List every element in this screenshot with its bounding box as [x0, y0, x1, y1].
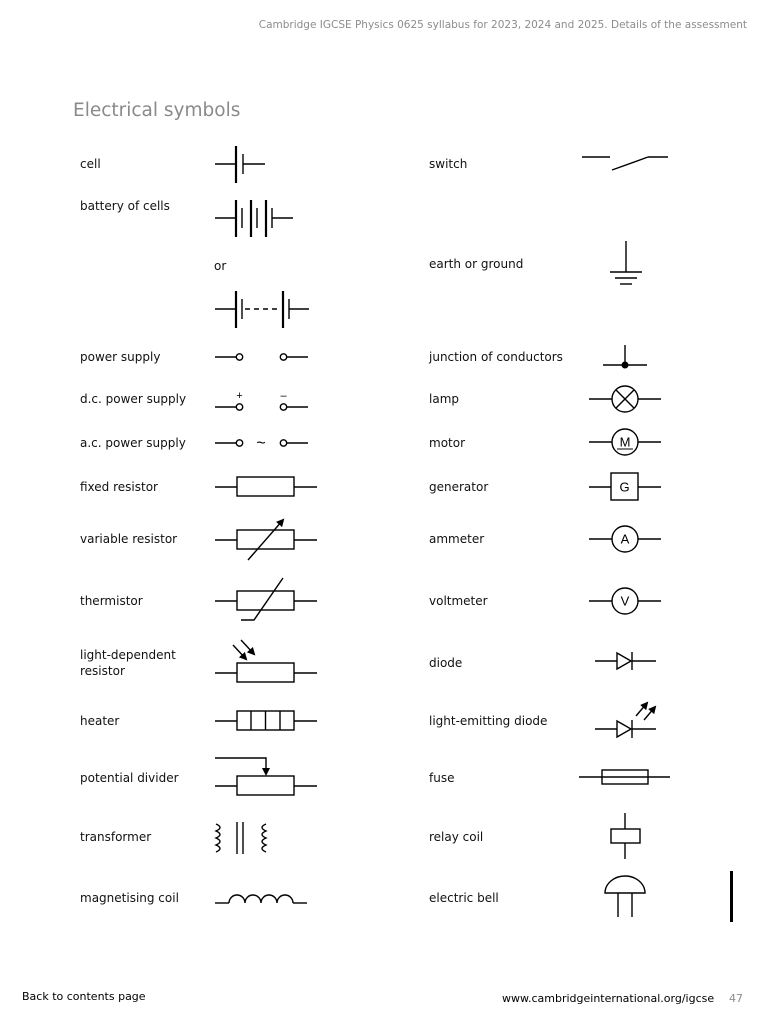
back-to-contents-link[interactable]: Back to contents page — [22, 990, 146, 1003]
heater-symbol — [215, 711, 317, 730]
electric-bell-symbol — [605, 876, 645, 917]
fuse-symbol — [579, 770, 670, 784]
dc-plus-sign: + — [236, 390, 243, 402]
label-voltmeter: voltmeter — [429, 594, 488, 608]
page-number: 47 — [729, 992, 743, 1005]
label-fixed-resistor: fixed resistor — [80, 480, 158, 494]
power-supply-symbol — [215, 354, 308, 360]
label-junction: junction of conductors — [429, 350, 563, 364]
label-switch: switch — [429, 157, 468, 171]
dc-minus-sign: – — [280, 390, 287, 402]
label-lamp: lamp — [429, 392, 459, 406]
label-power-supply: power supply — [80, 350, 161, 364]
change-bar — [730, 871, 733, 922]
label-potential-divider: potential divider — [80, 771, 179, 785]
motor-letter: M — [619, 434, 631, 450]
label-electric-bell: electric bell — [429, 891, 499, 905]
running-header: Cambridge IGCSE Physics 0625 syllabus for 2023, 2024 and 2025. Details of the assessment — [258, 19, 747, 31]
label-generator: generator — [429, 480, 489, 494]
footer-url: www.cambridgeinternational.org/igcse — [502, 992, 715, 1005]
switch-symbol — [582, 157, 668, 170]
earth-symbol — [610, 241, 642, 284]
variable-resistor-symbol — [215, 520, 317, 560]
label-magnetising-coil: magnetising coil — [80, 891, 179, 905]
cell-symbol — [215, 146, 265, 183]
label-ldr-line2: resistor — [80, 664, 125, 678]
label-motor: motor — [429, 436, 466, 450]
fixed-resistor-symbol — [215, 477, 317, 496]
generator-letter: G — [619, 479, 630, 495]
page-title: Electrical symbols — [73, 100, 241, 121]
junction-symbol — [603, 345, 647, 368]
voltmeter-letter: V — [620, 593, 630, 609]
ammeter-letter: A — [620, 531, 630, 547]
label-relay-coil: relay coil — [429, 830, 484, 844]
transformer-symbol — [216, 822, 266, 854]
label-heater: heater — [80, 714, 120, 728]
label-led: light-emitting diode — [429, 714, 548, 728]
battery-alt-symbol — [215, 291, 309, 328]
magnetising-coil-symbol — [215, 895, 307, 903]
diode-symbol — [595, 652, 656, 670]
label-transformer: transformer — [80, 830, 152, 844]
led-symbol — [595, 703, 656, 738]
label-diode: diode — [429, 656, 463, 670]
dc-power-supply-symbol — [215, 404, 308, 410]
battery-symbol — [215, 200, 293, 237]
ldr-symbol — [215, 640, 317, 682]
label-variable-resistor: variable resistor — [80, 532, 178, 546]
potential-divider-symbol — [215, 758, 317, 795]
label-ldr-line1: light-dependent — [80, 648, 176, 662]
label-battery: battery of cells — [80, 199, 170, 213]
label-or: or — [214, 259, 227, 273]
label-dc-power-supply: d.c. power supply — [80, 392, 187, 406]
label-fuse: fuse — [429, 771, 455, 785]
relay-coil-symbol — [611, 813, 640, 859]
thermistor-symbol — [215, 578, 317, 620]
ac-tilde-sign: ~ — [256, 435, 266, 452]
label-thermistor: thermistor — [80, 594, 143, 608]
label-cell: cell — [80, 157, 101, 171]
label-ammeter: ammeter — [429, 532, 485, 546]
lamp-symbol — [589, 386, 661, 412]
label-earth: earth or ground — [429, 257, 524, 271]
label-ac-power-supply: a.c. power supply — [80, 436, 186, 450]
